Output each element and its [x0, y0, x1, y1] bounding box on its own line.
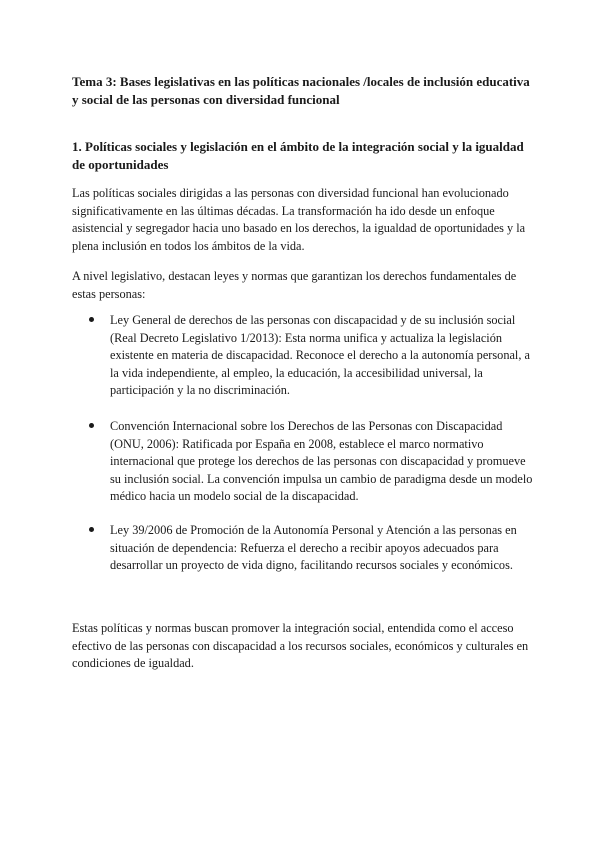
bullet-icon — [89, 527, 94, 532]
document-title: Tema 3: Bases legislativas en las políticas nacionales /locales de inclusión educativa y social de las personas con diversidad funcional — [72, 74, 530, 107]
section-heading: 1. Políticas sociales y legislación en el ámbito de la integración social y la igualdad de oportunidades — [72, 139, 524, 172]
paragraph-intro: Las políticas sociales dirigidas a las personas con diversidad funcional han evolucionado significativamente en las últimas décadas. La transformación ha ido desde un enfoque asistencial y segregador hacia uno basado en los derechos, la igualdad de oportunidades y la plena inclusión en todos los ámbitos de la vida. — [72, 186, 526, 253]
paragraph-conclusion: Estas políticas y normas buscan promover la integración social, entendida como el acceso efectivo de las personas con discapacidad a los recursos sociales, económicos y culturales en condiciones de igualdad. — [72, 621, 529, 671]
list-item-text: Ley 39/2006 de Promoción de la Autonomía Personal y Atención a las personas en situación de dependencia: Refuerza el derecho a recibir apoyos adecuados para desarrollar un proyecto de vida digno, facilitando recursos sociales y económicos. — [110, 523, 517, 573]
bullet-icon — [89, 423, 94, 428]
list-item-text: Convención Internacional sobre los Derechos de las Personas con Discapacidad (ONU, 2006): Ratificada por España en 2008, establece el marco normativo internacional que protege los derechos de las personas con discapacidad y promueve su inclusión social. La convención impulsa un cambio de paradigma desde un modelo médico hacia un modelo social de la discapacidad. — [110, 419, 533, 504]
legislation-list — [72, 0, 534, 848]
list-item-text: Ley General de derechos de las personas con discapacidad y de su inclusión social (Real Decreto Legislativo 1/2013): Esta norma unifica y actualiza la legislación existente en materia de discapacidad. Reconoce el derecho a la autonomía personal, a la vida independiente, al empleo, la educación, la accesibilidad universal, la participación y la no discriminación. — [110, 313, 530, 398]
bullet-icon — [89, 317, 94, 322]
paragraph-legislative: A nivel legislativo, destacan leyes y normas que garantizan los derechos fundamentales de estas personas: — [72, 269, 517, 301]
